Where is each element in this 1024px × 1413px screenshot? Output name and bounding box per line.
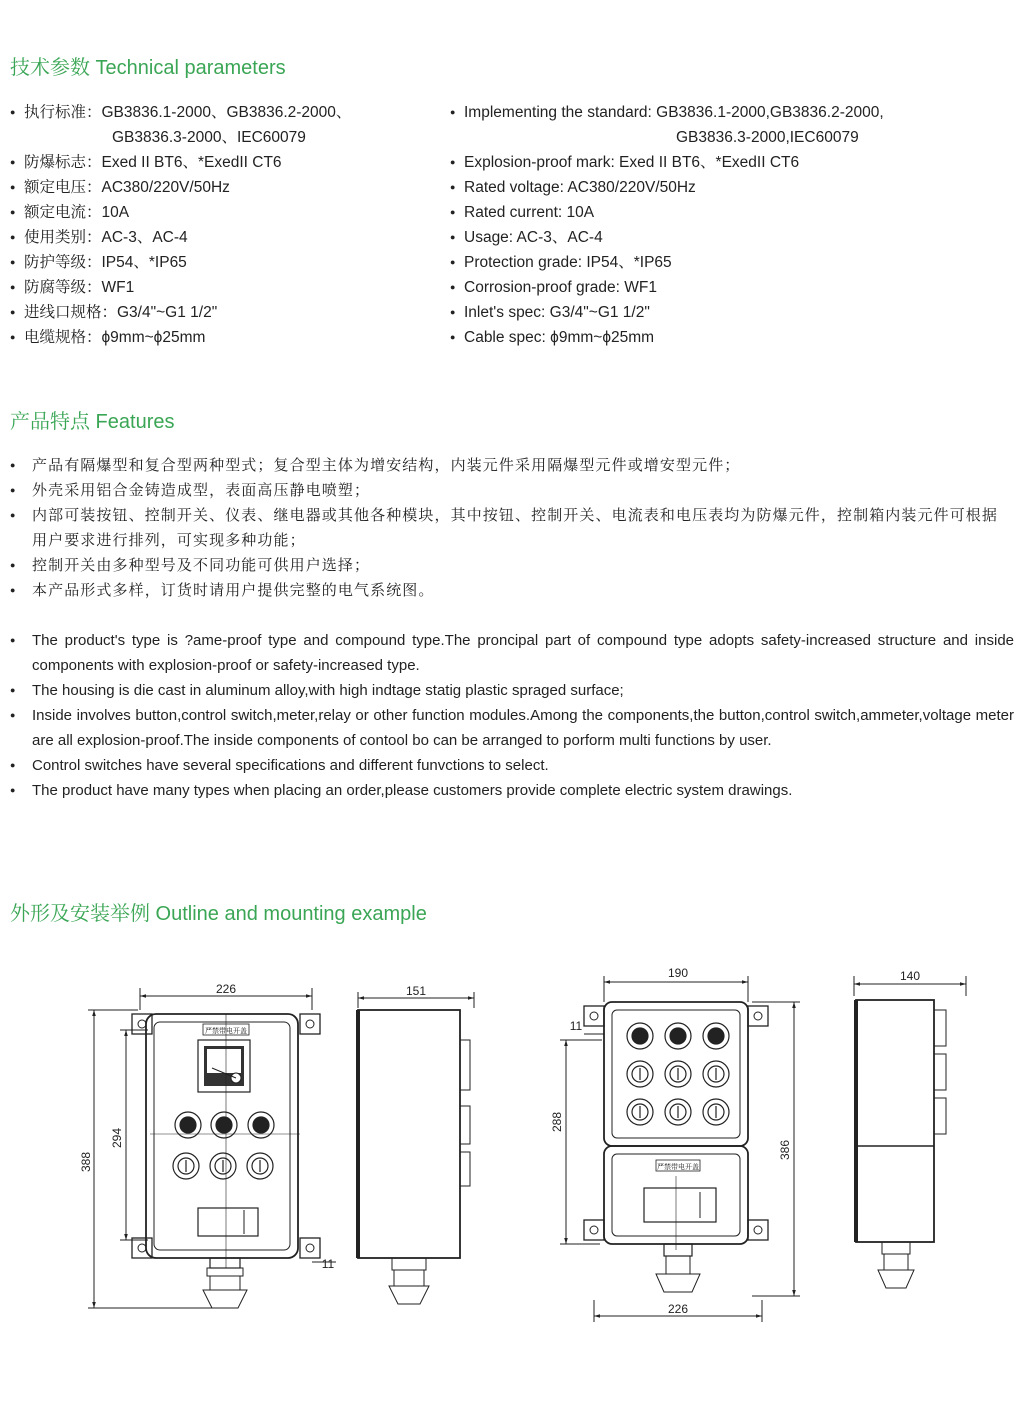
param-text: 额定电流：10A	[24, 204, 130, 221]
dim-label-front-small: 11	[321, 1257, 335, 1271]
param-text-continued: GB3836.3-2000、IEC60079	[112, 129, 306, 146]
dim-label-3x3-height: 386	[778, 1139, 792, 1161]
param-item	[450, 300, 884, 325]
param-item	[10, 225, 351, 250]
dim-label-3x3-width: 190	[667, 966, 689, 980]
param-item	[10, 200, 351, 225]
feature-item: ● The product's type is ?ame-proof type and compound type.The proncipal part of compound type adopts safety-increased structure and inside components with explosion-proof or safety-increased type.	[10, 628, 1014, 678]
dim-label-3x3-small: 11	[569, 1019, 583, 1033]
param-item	[450, 150, 884, 175]
outline-drawings-svg	[0, 950, 1024, 1350]
param-text: 执行标准：GB3836.1-2000、GB3836.2-2000、	[24, 104, 352, 121]
feature-item: ● 产品有隔爆型和复合型两种型式；复合型主体为增安结构，内装元件采用隔爆型元件或增安型元件；	[10, 453, 1014, 478]
section-title-technical-parameters: 技术参数 Technical parameters	[10, 57, 286, 79]
param-item	[450, 100, 884, 150]
drawing-front-view-3x3-box	[560, 976, 800, 1322]
param-item	[10, 150, 351, 175]
dim-label-side2-depth: 140	[899, 969, 921, 983]
tech-params-zh-list	[10, 100, 351, 350]
feature-item: ● The product have many types when placing an order,please customers provide complete electric system drawings.	[10, 778, 1014, 803]
param-text: 额定电压：AC380/220V/50Hz	[24, 179, 230, 196]
drawing-side-view-3x3-box	[854, 976, 966, 1288]
warning-plate-label-1: 严禁带电开盖	[205, 1027, 247, 1035]
warning-plate-label-2: 严禁带电开盖	[657, 1163, 699, 1171]
outline-drawings	[0, 950, 1024, 1350]
param-item	[450, 250, 884, 275]
param-text: Usage: AC-3、AC-4	[464, 229, 603, 246]
param-text: Protection grade: IP54、*IP65	[464, 254, 672, 271]
param-text: Implementing the standard: GB3836.1-2000,GB3836.2-2000,	[464, 104, 884, 121]
param-text: 电缆规格：ϕ9mm~ϕ25mm	[24, 329, 206, 346]
feature-item: ● The housing is die cast in aluminum alloy,with high indtage statig plastic spraged surface;	[10, 678, 1014, 703]
param-item	[450, 275, 884, 300]
param-item	[10, 250, 351, 275]
feature-item: ● Control switches have several specifications and different funvctions to select.	[10, 753, 1014, 778]
param-text: 防腐等级：WF1	[24, 279, 135, 296]
param-item	[10, 100, 351, 150]
feature-item: ● 控制开关由多种型号及不同功能可供用户选择；	[10, 553, 1014, 578]
param-text: Explosion-proof mark: Exed II BT6、*ExedII CT6	[464, 154, 800, 171]
param-item	[450, 175, 884, 200]
feature-item: ● 外壳采用铝合金铸造成型，表面高压静电喷塑；	[10, 478, 1014, 503]
dim-label-front-width: 226	[215, 982, 237, 996]
param-item	[450, 325, 884, 350]
tech-params-en-list	[450, 100, 884, 350]
dim-label-front-inner: 294	[110, 1127, 124, 1149]
features-en-list	[10, 628, 1014, 803]
param-text: 防护等级：IP54、*IP65	[24, 254, 187, 271]
dim-label-side-depth: 151	[405, 984, 427, 998]
param-text-continued: GB3836.3-2000,IEC60079	[676, 129, 859, 146]
feature-item: ● Inside involves button,control switch,meter,relay or other function modules.Among the components,the button,control switch,ammeter,voltage meter are all explosion-proof.The inside components of contool bo can be arranged to porform multi functions by user.	[10, 703, 1014, 753]
param-item	[10, 175, 351, 200]
drawing-side-view-box	[358, 992, 474, 1304]
drawing-front-view-meter-box	[88, 988, 336, 1308]
param-item	[10, 300, 351, 325]
param-item	[10, 325, 351, 350]
param-text: Rated current: 10A	[464, 204, 595, 221]
section-title-features: 产品特点 Features	[10, 411, 175, 433]
param-item	[10, 275, 351, 300]
param-text: Corrosion-proof grade: WF1	[464, 279, 657, 296]
param-text: Inlet's spec: G3/4"~G1 1/2"	[464, 304, 650, 321]
section-title-outline: 外形及安装举例 Outline and mounting example	[10, 903, 427, 925]
feature-item: ● 本产品形式多样，订货时请用户提供完整的电气系统图。	[10, 578, 1014, 603]
dim-label-3x3-bottom: 226	[667, 1302, 689, 1316]
dim-label-3x3-inner: 288	[550, 1111, 564, 1133]
feature-item: ● 内部可装按钮、控制开关、仪表、继电器或其他各种模块，其中按钮、控制开关、电流表和电压表均为防爆元件，控制箱内装元件可根据用户要求进行排列，可实现多种功能；	[10, 503, 1014, 553]
dim-label-front-height: 388	[79, 1151, 93, 1173]
param-text: Cable spec: ϕ9mm~ϕ25mm	[464, 329, 655, 346]
param-text: 进线口规格：G3/4"~G1 1/2"	[24, 304, 218, 321]
param-item	[450, 225, 884, 250]
param-item	[450, 200, 884, 225]
param-text: Rated voltage: AC380/220V/50Hz	[464, 179, 696, 196]
param-text: 防爆标志：Exed II BT6、*ExedII CT6	[24, 154, 282, 171]
param-text: 使用类别：AC-3、AC-4	[24, 229, 188, 246]
features-zh-list	[10, 453, 1014, 603]
